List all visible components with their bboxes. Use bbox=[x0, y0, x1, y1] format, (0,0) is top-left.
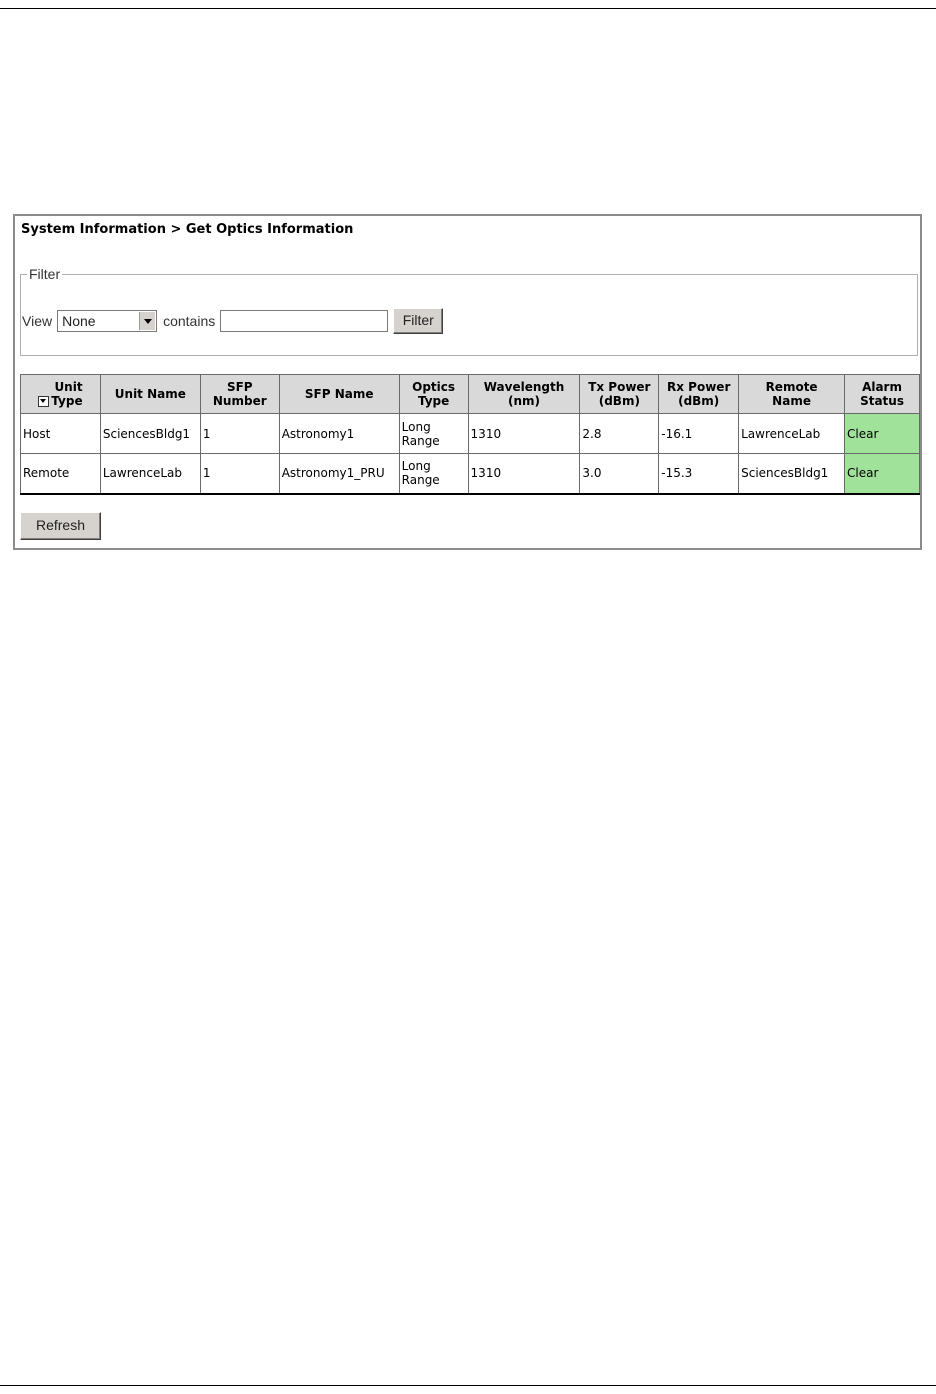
cell-alarm-status: Clear bbox=[845, 454, 920, 494]
col-optics-type[interactable] bbox=[399, 375, 468, 414]
col-remote-name[interactable] bbox=[739, 375, 845, 414]
cell-remote-name: LawrenceLab bbox=[739, 414, 845, 454]
cell-optics-type bbox=[399, 454, 468, 494]
table-row[interactable] bbox=[21, 454, 920, 494]
cell-unit-type: Host bbox=[21, 414, 101, 454]
col-sfp-name[interactable] bbox=[279, 375, 399, 414]
col-wavelength[interactable] bbox=[468, 375, 580, 414]
col-tx-power-label-2: (dBm) bbox=[598, 394, 640, 408]
filter-row bbox=[22, 309, 443, 333]
col-sfp-number-label-2: Number bbox=[212, 394, 267, 408]
filter-button[interactable]: Filter bbox=[393, 308, 443, 334]
cell-rx-power: -15.3 bbox=[659, 454, 739, 494]
optics-table bbox=[20, 374, 920, 495]
col-alarm-status[interactable] bbox=[845, 375, 920, 414]
col-remote-name-label-1: Remote bbox=[765, 380, 818, 394]
col-alarm-status-label-1: Alarm bbox=[862, 380, 902, 394]
col-rx-power[interactable] bbox=[659, 375, 739, 414]
cell-wavelength: 1310 bbox=[468, 454, 580, 494]
col-optics-type-label-2: Type bbox=[417, 394, 450, 408]
col-remote-name-label-2: Name bbox=[772, 394, 811, 408]
col-sfp-number-label-1: SFP bbox=[226, 380, 253, 394]
chevron-down-icon[interactable] bbox=[139, 312, 155, 330]
col-tx-power-label-1: Tx Power bbox=[588, 380, 651, 394]
cell-sfp-number: 1 bbox=[200, 414, 279, 454]
col-rx-power-label-2: (dBm) bbox=[678, 394, 720, 408]
top-rule bbox=[0, 8, 936, 9]
view-select-value: None bbox=[62, 313, 96, 329]
cell-alarm-status: Clear bbox=[845, 414, 920, 454]
bottom-rule bbox=[0, 1385, 936, 1386]
view-label: View bbox=[22, 313, 53, 329]
contains-label: contains bbox=[163, 313, 216, 329]
view-select[interactable] bbox=[57, 310, 157, 332]
col-optics-type-label-1: Optics bbox=[412, 380, 456, 394]
cell-optics-type-line-1: Long bbox=[401, 459, 431, 474]
col-unit-name-label: Unit Name bbox=[114, 387, 186, 401]
col-unit-name[interactable] bbox=[100, 375, 200, 414]
filter-group bbox=[20, 266, 918, 356]
cell-tx-power: 2.8 bbox=[580, 414, 659, 454]
col-rx-power-label-1: Rx Power bbox=[667, 380, 731, 394]
cell-optics-type-line-1: Long bbox=[401, 419, 431, 434]
col-sfp-name-label: SFP Name bbox=[304, 387, 374, 401]
cell-unit-type: Remote bbox=[21, 454, 101, 494]
table-row[interactable] bbox=[21, 414, 920, 454]
filter-legend: Filter bbox=[29, 266, 61, 282]
col-tx-power[interactable] bbox=[580, 375, 659, 414]
col-wavelength-label-2: (nm) bbox=[507, 394, 540, 408]
filter-text-input[interactable] bbox=[220, 310, 388, 332]
col-sfp-number[interactable] bbox=[200, 375, 279, 414]
cell-optics-type-line-2: Range bbox=[401, 473, 440, 488]
optics-panel bbox=[13, 214, 922, 550]
refresh-button[interactable]: Refresh bbox=[20, 512, 101, 540]
cell-optics-type bbox=[399, 414, 468, 454]
col-unit-type-label-2: Type bbox=[51, 394, 83, 408]
cell-remote-name: SciencesBldg1 bbox=[739, 454, 845, 494]
cell-unit-name: SciencesBldg1 bbox=[100, 414, 200, 454]
cell-optics-type-line-2: Range bbox=[401, 433, 440, 448]
col-alarm-status-label-2: Status bbox=[860, 394, 904, 408]
cell-unit-name: LawrenceLab bbox=[100, 454, 200, 494]
cell-sfp-name: Astronomy1 bbox=[279, 414, 399, 454]
table-header-row bbox=[21, 375, 920, 414]
cell-sfp-number: 1 bbox=[200, 454, 279, 494]
col-unit-type[interactable] bbox=[21, 375, 101, 414]
col-unit-type-label-1: Unit bbox=[54, 380, 83, 394]
col-wavelength-label-1: Wavelength bbox=[483, 380, 565, 394]
sort-dropdown-icon[interactable] bbox=[38, 396, 49, 407]
breadcrumb: System Information > Get Optics Information bbox=[21, 222, 354, 237]
cell-wavelength: 1310 bbox=[468, 414, 580, 454]
cell-rx-power: -16.1 bbox=[659, 414, 739, 454]
cell-tx-power: 3.0 bbox=[580, 454, 659, 494]
cell-sfp-name: Astronomy1_PRU bbox=[279, 454, 399, 494]
